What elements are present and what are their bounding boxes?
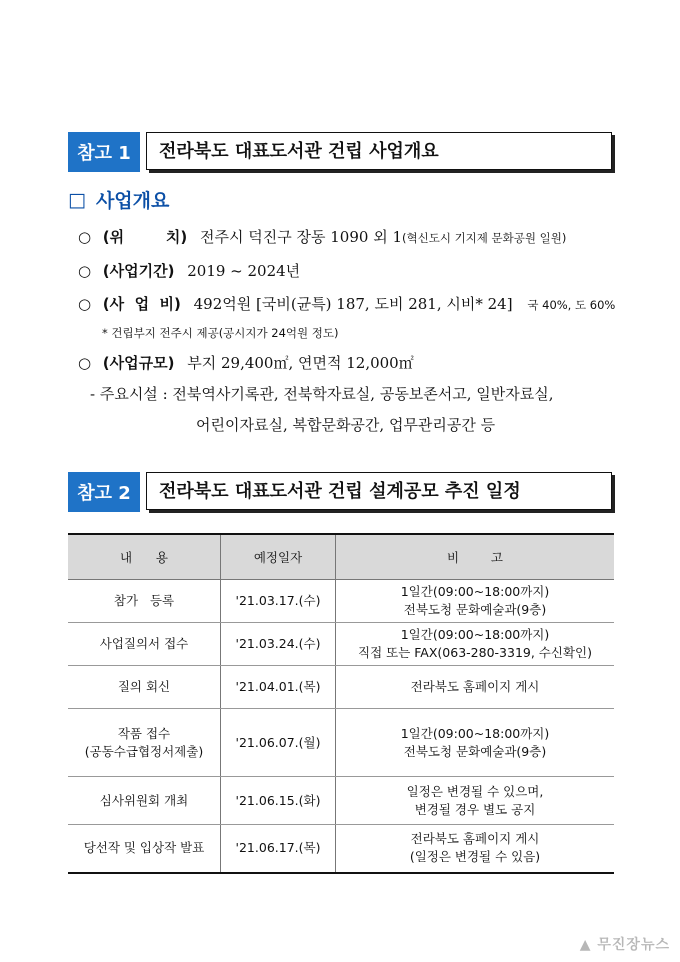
table-row xyxy=(68,580,614,623)
watermark-icon: ▲ xyxy=(579,937,598,953)
table-header-row xyxy=(68,534,614,580)
location-row xyxy=(78,226,566,247)
overview-heading-text: 사업개요 xyxy=(95,190,170,212)
facilities-line1: - 주요시설 : 전북역사기록관, 전북학자료실, 공동보존서고, 일반자료실, xyxy=(90,385,554,403)
header-content: 내 용 xyxy=(68,534,221,580)
row-date: '21.06.17.(목) xyxy=(221,825,336,873)
section1-title: 전라북도 대표도서관 건립 사업개요 xyxy=(146,132,612,170)
location-value: 전주시 덕진구 장동 1090 외 1 xyxy=(200,228,402,246)
budget-value: 492억원 [국비(균특) 187, 도비 281, 시비* 24] xyxy=(193,295,513,313)
period-label: (사업기간) xyxy=(102,262,175,280)
scale-label: (사업규모) xyxy=(102,354,175,372)
scale-value: 부지 29,400㎡, 연면적 12,000㎡ xyxy=(187,354,414,372)
row-note: 전라북도 홈페이지 게시 (일정은 변경될 수 있음) xyxy=(336,825,615,873)
row-content: 질의 회신 xyxy=(68,666,221,709)
row-date: '21.03.24.(수) xyxy=(221,623,336,666)
bullet: ○ xyxy=(78,354,92,372)
row-note: 1일간(09:00~18:00까지) 직접 또는 FAX(063-280-3319, 수신확인) xyxy=(336,623,615,666)
period-value: 2019 ~ 2024년 xyxy=(187,262,301,280)
header-note: 비 고 xyxy=(336,534,615,580)
overview-heading xyxy=(68,186,169,213)
row-content: 참가 등록 xyxy=(68,580,221,623)
section2-title: 전라북도 대표도서관 건립 설계공모 추진 일정 xyxy=(146,472,612,510)
location-label: (위 치) xyxy=(102,228,188,246)
section2-tag: 참고 2 xyxy=(68,472,140,512)
section2-header xyxy=(68,472,614,512)
header-date: 예정일자 xyxy=(221,534,336,580)
budget-row xyxy=(78,293,615,314)
schedule-table xyxy=(68,533,614,874)
row-content: 심사위원회 개최 xyxy=(68,777,221,825)
section1-header xyxy=(68,132,614,172)
scale-row xyxy=(78,352,414,373)
budget-label: (사 업 비) xyxy=(102,295,181,313)
location-note: (혁신도시 기지제 문화공원 일원) xyxy=(402,231,567,245)
row-date: '21.04.01.(목) xyxy=(221,666,336,709)
row-note: 일정은 변경될 수 있으며, 변경될 경우 별도 공지 xyxy=(336,777,615,825)
row-date: '21.06.15.(화) xyxy=(221,777,336,825)
table-row xyxy=(68,666,614,709)
table-row xyxy=(68,623,614,666)
row-content: 당선작 및 입상작 발표 xyxy=(68,825,221,873)
section1-tag: 참고 1 xyxy=(68,132,140,172)
row-note: 1일간(09:00~18:00까지) 전북도청 문화예술과(9층) xyxy=(336,580,615,623)
row-note: 1일간(09:00~18:00까지) 전북도청 문화예술과(9층) xyxy=(336,709,615,777)
table-row xyxy=(68,777,614,825)
row-date: '21.06.07.(월) xyxy=(221,709,336,777)
bullet: ○ xyxy=(78,262,92,280)
row-date: '21.03.17.(수) xyxy=(221,580,336,623)
table-row xyxy=(68,709,614,777)
table-row xyxy=(68,825,614,873)
watermark: ▲ 무진장뉴스 xyxy=(579,937,670,953)
budget-footnote: * 건립부지 전주시 제공(공시지가 24억원 정도) xyxy=(102,326,339,340)
budget-note: 국 40%, 도 60% xyxy=(527,298,616,312)
row-content: 작품 접수 (공동수급협정서제출) xyxy=(68,709,221,777)
bullet: ○ xyxy=(78,228,92,246)
row-content: 사업질의서 접수 xyxy=(68,623,221,666)
facilities-line2: 어린이자료실, 복합문화공간, 업무관리공간 등 xyxy=(196,416,496,434)
bullet: ○ xyxy=(78,295,92,313)
row-note: 전라북도 홈페이지 게시 xyxy=(336,666,615,709)
heading-box: □ xyxy=(68,188,86,211)
period-row xyxy=(78,260,300,281)
